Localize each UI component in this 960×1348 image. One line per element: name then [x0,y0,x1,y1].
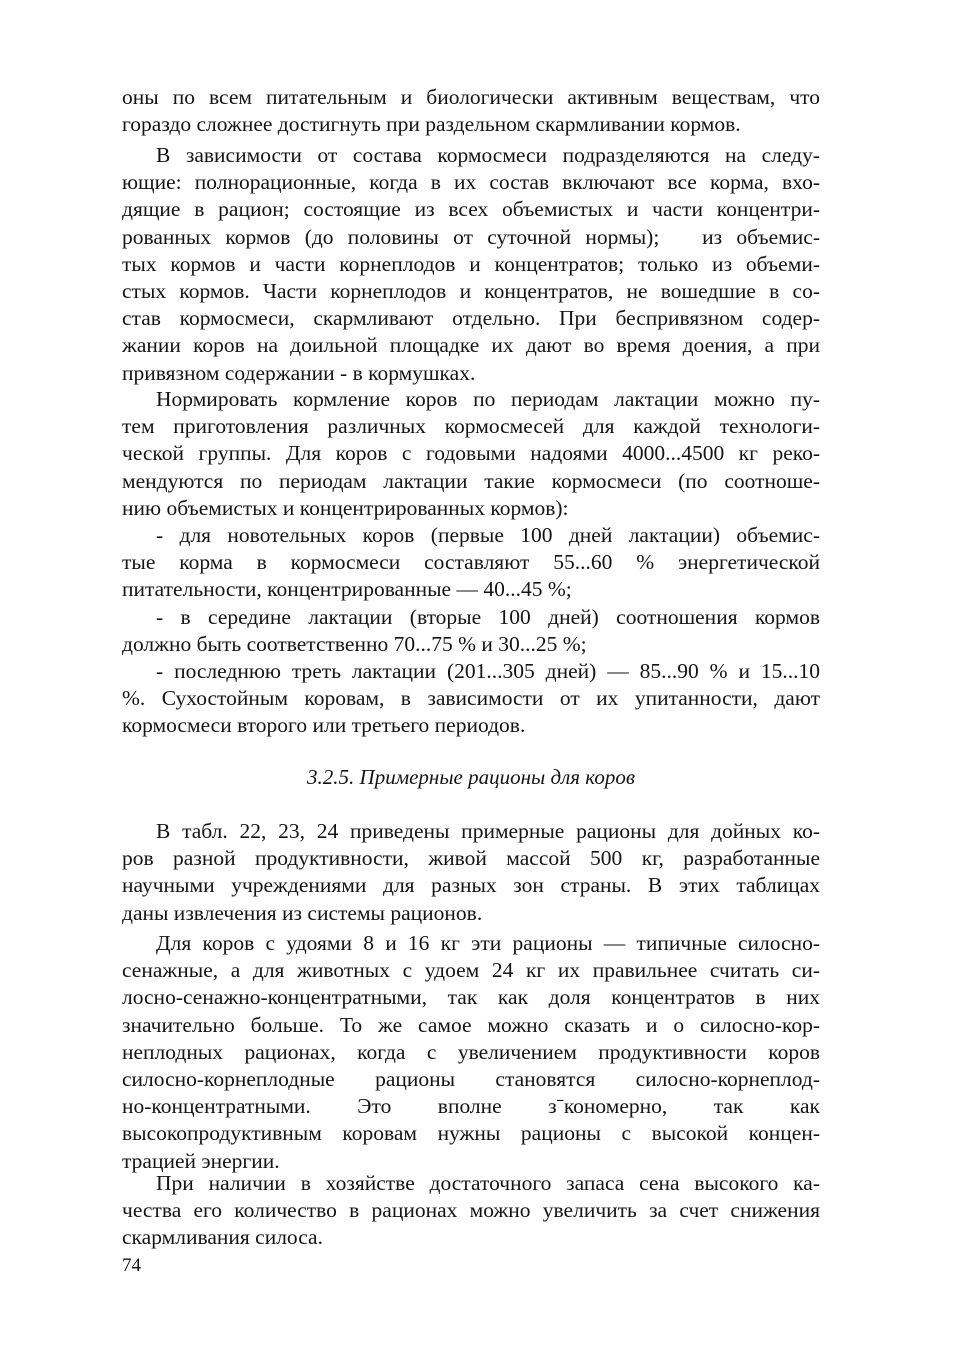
text-line: кормосмеси второго или третьего периодов. [122,713,526,738]
text-line: но-концентратными. Это вполне зˉкономерно, так как [122,1094,820,1119]
text-line: тем приготовления различных кормосмесей для каждой технологи- [122,414,820,439]
text-line: дящие в рацион; состоящие из всех объемистых и части концентри- [122,197,820,222]
text-line: скармливания силоса. [122,1225,323,1250]
list-item-line: - в середине лактации (вторые 100 дней) соотношения кормов [156,604,820,629]
text-line: %. Сухостойным коровам, в зависимости от их упитанности, дают [122,686,820,711]
text-line: даны извлечения из системы рационов. [122,900,483,925]
text-line: стых кормов. Части корнеплодов и концентратов, не вошедшие в со- [122,278,820,303]
text-line: ческой группы. Для коров с годовыми надоями 4000...4500 кг реко- [122,441,820,466]
text-line: ров разной продуктивности, живой массой 500 кг, разработанные [122,846,820,871]
text-line: значительно больше. То же самое можно сказать и о силосно-кор- [122,1012,820,1037]
paragraph-4 [122,818,820,927]
text-line: став кормосмеси, скармливают отдельно. При беспривязном содер- [122,306,820,331]
text-line: В зависимости от состава кормосмеси подразделяются на следу- [156,143,820,167]
text-line: Для коров с удоями 8 и 16 кг эти рационы — типичные силосно- [156,931,820,955]
text-line: тые корма в кормосмеси составляют 55...60 % энергетической [122,550,820,575]
list-item-line: - для новотельных коров (первые 100 дней лактации) объемис- [156,522,820,547]
text-line: должно быть соответственно 70...75 % и 30...25 %; [122,631,587,656]
paragraph-1 [122,84,820,138]
text-line: гораздо сложнее достигнуть при раздельном скармливании кормов. [122,112,741,137]
paragraph-6 [122,1170,820,1252]
text-line: высокопродуктивным коровам нужны рационы с высокой концен- [122,1121,820,1146]
text-line: мендуются по периодам лактации такие кормосмеси (по соотноше- [122,468,820,493]
text-line: неплодных рационах, когда с увеличением продуктивности коров [122,1039,820,1064]
text-line: чества его количество в рационах можно увеличить за счет снижения [122,1198,820,1223]
text-line: При наличии в хозяйстве достаточного запаса сена высокого ка- [156,1171,820,1195]
text-line: нию объемистых и концентрированных кормов): [122,495,569,520]
list-item-line: - последнюю треть лактации (201...305 дней) — 85...90 % и 15...10 [156,658,820,683]
text-line: ющие: полнорационные, когда в их состав включают все корма, вхо- [122,170,820,195]
page-number: 74 [122,1255,141,1276]
text-line: питательности, концентрированные — 40...45 %; [122,577,572,602]
text-line: силосно-корнеплодные рационы становятся силосно-корнеплод- [122,1066,820,1091]
text-line: жании коров на доильной площадке их дают во время доения, а при [122,333,820,358]
text-line: оны по всем питательным и биологически активным веществам, что [122,85,820,109]
section-heading: 3.2.5. Примерные рационы для коров [307,765,635,789]
text-line: трацией энергии. [122,1148,280,1173]
text-line: сенажные, а для животных с удоем 24 кг их правильнее считать си- [122,958,820,983]
text-line: научными учреждениями для разных зон страны. В этих таблицах [122,873,820,898]
text-line: В табл. 22, 23, 24 приведены примерные рационы для дойных ко- [156,819,820,843]
paragraph-3 [122,386,820,739]
text-line: лосно-сенажно-концентратными, так как доля концентратов в них [122,985,820,1010]
text-line: Нормировать кормление коров по периодам лактации можно пу- [156,387,820,411]
text-line: тых кормов и части корнеплодов и концентратов; только из объеми- [122,251,820,276]
text-line: рованных кормов (до половины от суточной нормы); из объемис- [122,224,820,249]
paragraph-2 [122,142,820,387]
text-line: привязном содержании - в кормушках. [122,360,476,385]
paragraph-5 [122,930,820,1175]
